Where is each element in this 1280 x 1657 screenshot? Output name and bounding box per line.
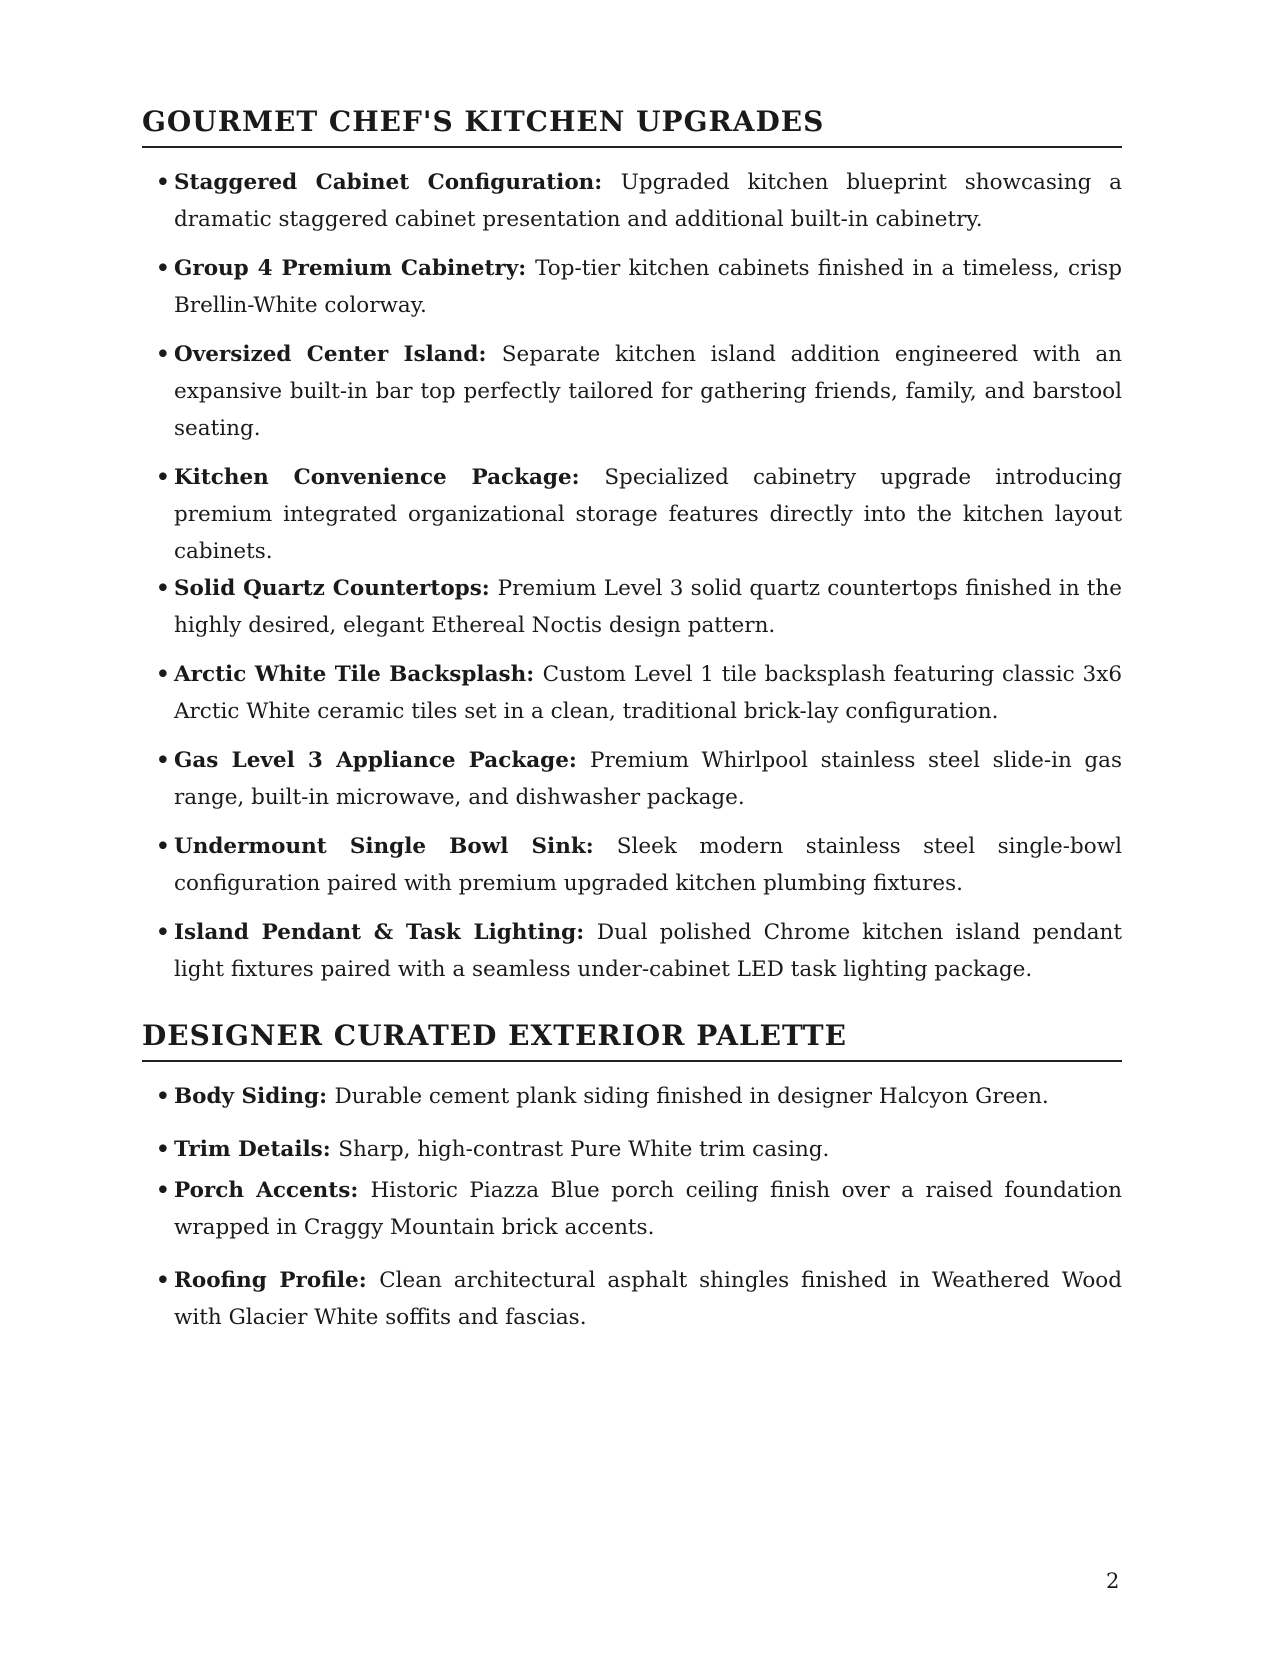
list-item	[142, 1078, 1122, 1115]
item-label: Roofing Profile:	[174, 1268, 380, 1293]
bullet-icon: •	[156, 834, 170, 859]
list-item	[142, 828, 1122, 902]
item-text: Durable cement plank siding finished in designer Halcyon Green.	[334, 1084, 1049, 1109]
bullet-icon: •	[156, 920, 170, 945]
list-item	[142, 250, 1122, 324]
bullet-icon: •	[156, 170, 170, 195]
item-label: Undermount Single Bowl Sink:	[174, 834, 617, 859]
item-label: Solid Quartz Countertops:	[174, 576, 498, 601]
item-text: Historic Piazza Blue porch ceiling finish over a raised foundation wrapped in Craggy Mountain brick accents.	[174, 1178, 1122, 1240]
bullet-icon: •	[156, 342, 170, 367]
list-item	[142, 336, 1122, 447]
item-text: Separate kitchen island addition engineered with an expansive built-in bar top perfectly tailored for gathering friends, family, and barstool seating.	[174, 342, 1122, 441]
item-label: Body Siding:	[174, 1084, 335, 1109]
list-item	[142, 914, 1122, 988]
item-label: Gas Level 3 Appliance Package:	[174, 748, 591, 773]
bullet-icon: •	[156, 1084, 170, 1109]
item-label: Island Pendant & Task Lighting:	[174, 920, 597, 945]
item-text: Premium Whirlpool stainless steel slide-in gas range, built-in microwave, and dishwasher package.	[174, 748, 1122, 810]
list-item	[142, 656, 1122, 730]
bullet-icon: •	[156, 1268, 170, 1293]
bullet-icon: •	[156, 1137, 170, 1162]
section-title: DESIGNER CURATED EXTERIOR PALETTE	[142, 1016, 1122, 1062]
item-label: Trim Details:	[174, 1137, 339, 1162]
section-title: GOURMET CHEF'S KITCHEN UPGRADES	[142, 102, 1122, 148]
bullet-icon: •	[156, 465, 170, 490]
list-item	[142, 1131, 1122, 1168]
item-text: Sharp, high-contrast Pure White trim casing.	[338, 1137, 830, 1162]
bullet-icon: •	[156, 576, 170, 601]
exterior-palette-list	[142, 1078, 1122, 1336]
item-label: Arctic White Tile Backsplash:	[174, 662, 543, 687]
exterior-palette-section	[142, 1016, 1122, 1352]
item-label: Staggered Cabinet Configuration:	[174, 170, 621, 195]
item-text: Sleek modern stainless steel single-bowl configuration paired with premium upgraded kitchen plumbing fixtures.	[174, 834, 1122, 896]
item-text: Upgraded kitchen blueprint showcasing a dramatic staggered cabinet presentation and additional built-in cabinetry.	[174, 170, 1122, 232]
bullet-icon: •	[156, 1178, 170, 1203]
item-text: Custom Level 1 tile backsplash featuring classic 3x6 Arctic White ceramic tiles set in a clean, traditional brick-lay configuration.	[174, 662, 1123, 724]
list-item	[142, 1262, 1122, 1336]
bullet-icon: •	[156, 662, 170, 687]
bullet-icon: •	[156, 748, 170, 773]
list-item	[142, 1172, 1122, 1246]
kitchen-upgrades-section	[142, 102, 1122, 1000]
item-text: Clean architectural asphalt shingles finished in Weathered Wood with Glacier White soffits and fascias.	[174, 1268, 1122, 1330]
item-label: Kitchen Convenience Package:	[174, 465, 605, 490]
item-label: Group 4 Premium Cabinetry:	[174, 256, 536, 281]
list-item	[142, 742, 1122, 816]
item-label: Oversized Center Island:	[174, 342, 502, 367]
bullet-icon: •	[156, 256, 170, 281]
page-number: 2	[1106, 1569, 1120, 1593]
item-label: Porch Accents:	[174, 1178, 371, 1203]
list-item	[142, 570, 1122, 644]
item-text: Premium Level 3 solid quartz countertops finished in the highly desired, elegant Ethereal Noctis design pattern.	[174, 576, 1122, 638]
list-item	[142, 164, 1122, 238]
list-item	[142, 459, 1122, 570]
kitchen-upgrades-list	[142, 164, 1122, 988]
item-text: Dual polished Chrome kitchen island pendant light fixtures paired with a seamless under-cabinet LED task lighting package.	[174, 920, 1122, 982]
item-text: Specialized cabinetry upgrade introducing premium integrated organizational storage features directly into the kitchen layout cabinets.	[174, 465, 1122, 564]
item-text: Top-tier kitchen cabinets finished in a timeless, crisp Brellin-White colorway.	[174, 256, 1122, 318]
